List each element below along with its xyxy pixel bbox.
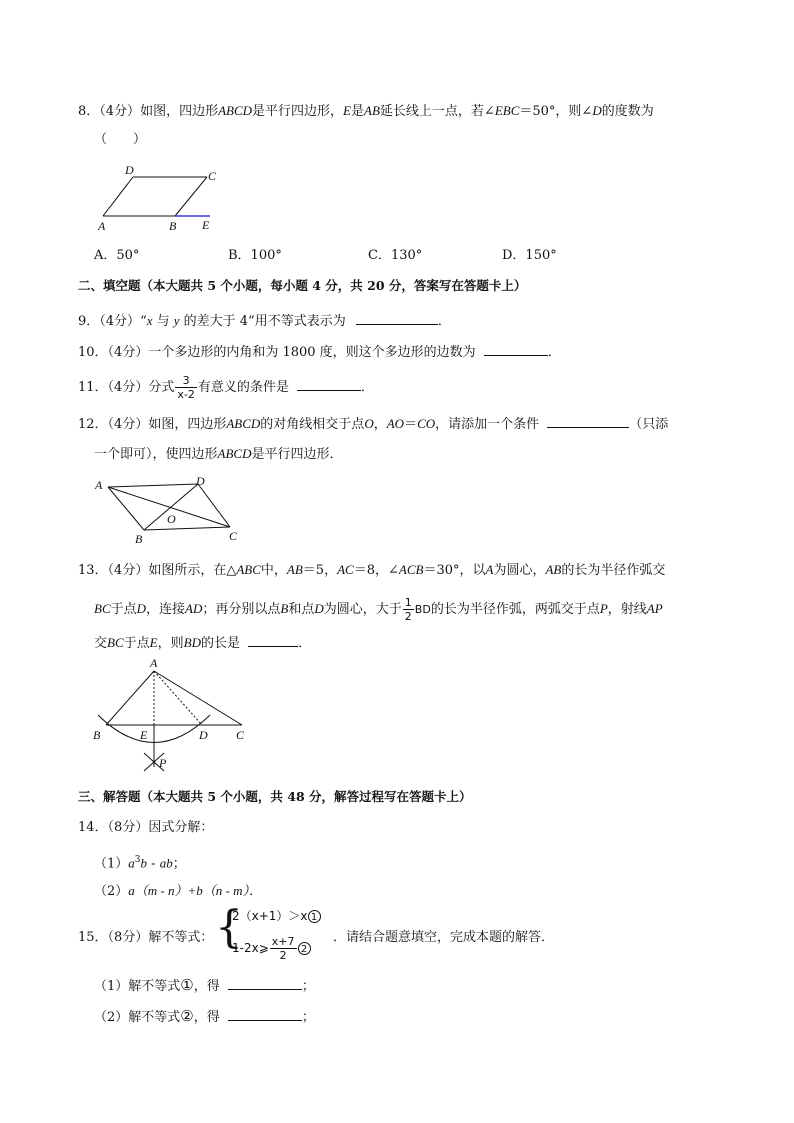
q9-answer-blank[interactable] <box>356 311 438 325</box>
q8-option-c: C．130° <box>368 248 423 263</box>
q15-inequality-1 <box>232 907 321 925</box>
q12-text: ， <box>373 417 387 432</box>
q8-edge-ad <box>103 177 133 216</box>
q13-text: 中， <box>260 563 287 578</box>
q12-answer-blank[interactable] <box>547 414 629 428</box>
q9-text: “ <box>140 314 147 329</box>
q15-score: （8分） <box>107 930 149 945</box>
q8-label-a: A <box>98 219 106 233</box>
q12-text: 一个即可），使四边形 <box>94 447 218 462</box>
q9-number: 9． <box>78 314 100 329</box>
q10-number: 10． <box>78 345 108 360</box>
q13-text: ；再分别以点 <box>202 602 281 617</box>
q15-step1-mark: ① <box>180 976 194 994</box>
q11-fraction <box>175 374 196 401</box>
q8-text: 延长线上一点，若∠ <box>379 104 495 119</box>
section3-heading: 三、解答题（本大题共 5 个小题，共 48 分，解答过程写在答题卡上） <box>78 789 472 804</box>
q15-step2 <box>94 1007 315 1027</box>
q12-label-d: D <box>196 474 205 488</box>
q13-label-c: C <box>236 728 245 742</box>
q10-end: ． <box>547 345 561 360</box>
q11-answer-blank[interactable] <box>297 377 361 391</box>
q13-text: 的长为半径作弧交 <box>561 563 666 578</box>
q14-expression: a（m - n）+b（n - m）． <box>128 883 262 898</box>
q15-ineq2-fraction <box>270 935 297 962</box>
q12-label-a: A <box>95 478 103 492</box>
q13-line3 <box>94 633 311 653</box>
q14-part2 <box>94 882 262 901</box>
q12-line2 <box>94 445 342 464</box>
q8-text: 是 <box>351 104 365 119</box>
q11-score: （4分） <box>107 380 149 395</box>
q15-system-brace: { <box>215 902 243 953</box>
q15-step1-label: （1）解不等式 <box>94 979 181 994</box>
q15-step1-end: ； <box>301 979 315 994</box>
q13-var: BD <box>183 635 201 650</box>
q9-end: ． <box>437 314 451 329</box>
q12-edge-cb <box>144 527 230 530</box>
q14-var: ab <box>159 855 173 871</box>
q11-text: 分式 <box>148 380 175 395</box>
q13-text: ，射线 <box>607 602 647 617</box>
q15-step2-blank[interactable] <box>228 1007 302 1021</box>
q15-step1-text: ，得 <box>193 979 220 994</box>
q12-edge-ad <box>108 484 198 487</box>
q14-part1 <box>94 851 186 873</box>
q12-var: AO <box>386 416 405 431</box>
q13-var: AB <box>545 562 562 577</box>
q14-var: b <box>140 855 148 871</box>
q13-var: BC <box>107 635 124 650</box>
q8-option-d: D．150° <box>502 248 557 263</box>
q8-var: EBC <box>494 103 520 118</box>
q15-instruction: ．请结合题意填空，完成本题的解答． <box>333 930 555 945</box>
q13-var: A <box>485 562 494 577</box>
q13-line2 <box>94 596 663 623</box>
q12-var: ABCD <box>226 416 261 431</box>
q9-var: y <box>173 313 180 328</box>
q13-text: ，则 <box>157 636 184 651</box>
q13-score: （4分） <box>107 563 149 578</box>
q13-label-a: A <box>150 656 158 670</box>
q8-label-d: D <box>125 163 134 177</box>
q13-text: ，连接 <box>146 602 186 617</box>
q13-text: 于点 <box>123 636 150 651</box>
q12-text: （只添 <box>629 417 669 432</box>
q12-text: 如图，四边形 <box>148 417 227 432</box>
q12-label-b: B <box>135 532 143 546</box>
q13-text: ＝8，∠ <box>353 563 399 578</box>
q15-line <box>78 929 213 947</box>
q15-ineq2-left: 1-2x⩾ <box>232 941 269 955</box>
q15-ineq2-den: 2 <box>279 949 287 962</box>
q8-option-b: B．100° <box>228 248 282 263</box>
q13-frac-den: 2 <box>404 610 412 623</box>
q13-answer-blank[interactable] <box>248 633 298 647</box>
q8-text: 是平行四边形， <box>252 104 344 119</box>
q15-ineq1-text: 2（x+1）＞x <box>232 909 308 923</box>
q11-frac-den: x-2 <box>177 388 195 401</box>
q12-quadrilateral-figure <box>90 472 250 547</box>
q8-line1 <box>78 102 654 121</box>
q11-frac-num: 3 <box>175 374 196 388</box>
q13-segment-ad <box>154 671 202 725</box>
q13-line1 <box>78 561 665 580</box>
q13-var: D <box>314 601 324 616</box>
q13-text: 和点 <box>288 602 315 617</box>
q15-step1-blank[interactable] <box>228 976 302 990</box>
q15-step2-end: ； <box>301 1010 315 1025</box>
q8-label-c: C <box>208 169 217 183</box>
q13-bd: BD <box>414 603 431 616</box>
q13-text: 的长是 <box>200 636 240 651</box>
q12-label-c: C <box>229 529 238 543</box>
q8-score: （4分） <box>99 104 141 119</box>
q13-var: BC <box>94 601 111 616</box>
q13-text: 交 <box>94 636 108 651</box>
q13-text: ＝5， <box>302 563 338 578</box>
q13-var: B <box>280 601 289 616</box>
section2-heading: 二、填空题（本大题共 5 个小题，每小题 4 分，共 20 分，答案写在答题卡上） <box>78 278 527 293</box>
q13-var: E <box>149 635 158 650</box>
q12-number: 12． <box>78 417 108 432</box>
q13-var: ABC <box>236 562 261 577</box>
q9-text: 与 <box>152 314 174 329</box>
q8-label-b: B <box>169 219 177 233</box>
q8-text: ＝50°，则∠ <box>519 104 593 119</box>
q9-var: x <box>146 313 153 328</box>
q15-step2-label: （2）解不等式 <box>94 1010 181 1025</box>
q13-label-e: E <box>140 728 148 742</box>
q8-label-e: E <box>202 218 210 232</box>
q8-edge-cb <box>175 177 207 216</box>
q12-edge-dc <box>198 484 230 527</box>
q13-edge-ab <box>106 671 154 725</box>
q14-var: a <box>128 855 135 871</box>
q14-text: ； <box>172 856 186 872</box>
q12-text: 的对角线相交于点 <box>260 417 365 432</box>
q8-var: AB <box>364 103 380 118</box>
q15-inequality-2 <box>232 933 311 963</box>
q14-number: 14． <box>78 820 108 835</box>
q13-text: 于点 <box>110 602 137 617</box>
q14-text: - <box>147 856 160 872</box>
q8-var: D <box>592 103 602 118</box>
q13-var: AP <box>646 601 663 616</box>
q13-end: ． <box>298 636 312 651</box>
q14-text: 因式分解： <box>148 820 214 835</box>
q12-text: ，请添加一个条件 <box>435 417 540 432</box>
q10-score: （4分） <box>107 345 149 360</box>
q13-var: AB <box>286 562 303 577</box>
q12-label-o: O <box>167 512 176 526</box>
q8-text: 的度数为 <box>601 104 654 119</box>
q12-score: （4分） <box>107 417 149 432</box>
q15-ineq1-mark: 1 <box>308 910 321 923</box>
q11-number: 11． <box>78 380 108 395</box>
q12-edge-ba <box>108 487 144 530</box>
q13-label-p: P <box>159 756 167 770</box>
q12-var: O <box>364 416 374 431</box>
q13-edge-ac <box>154 671 242 725</box>
q12-var: ABCD <box>217 446 252 461</box>
q8-option-a: A．50° <box>94 248 140 263</box>
q14-exponent: 3 <box>134 855 141 865</box>
q13-text: 如图所示，在△ <box>148 563 237 578</box>
q13-var: AC <box>337 562 354 577</box>
q8-paren: （ ） <box>94 132 147 147</box>
q8-parallelogram-figure <box>95 160 225 235</box>
q11-text: 有意义的条件是 <box>197 380 289 395</box>
q13-var: AD <box>185 601 203 616</box>
q8-var: ABCD <box>218 103 253 118</box>
q13-number: 13． <box>78 563 108 578</box>
q8-var: E <box>343 103 351 118</box>
q14-line <box>78 819 213 837</box>
q13-text: ＝30°，以 <box>423 563 486 578</box>
q12-text: ＝ <box>404 417 418 432</box>
q13-text: 为圆心， <box>493 563 546 578</box>
q12-var: CO <box>417 416 436 431</box>
q10-answer-blank[interactable] <box>484 342 548 356</box>
q12-line1 <box>78 414 668 434</box>
q13-var: D <box>136 601 147 616</box>
q14-part2-label: （2） <box>94 884 129 899</box>
q13-triangle-figure <box>88 655 258 775</box>
q15-ineq2-num: x+7 <box>271 935 295 948</box>
q12-text: 是平行四边形． <box>251 447 343 462</box>
q15-ineq2-mark: 2 <box>298 942 311 955</box>
q15-number: 15． <box>78 930 108 945</box>
q15-step2-mark: ② <box>180 1007 194 1025</box>
q13-text: 为圆心，大于 <box>323 602 402 617</box>
q14-score: （8分） <box>107 820 149 835</box>
q15-step1 <box>94 976 315 996</box>
q10-text: 一个多边形的内角和为 1800 度，则这个多边形的边数为 <box>148 345 476 360</box>
q13-var: P <box>599 601 608 616</box>
q11-end: ． <box>360 380 374 395</box>
q13-half-fraction <box>403 596 414 623</box>
q9-score: （4分） <box>99 314 141 329</box>
q9-line <box>78 311 451 331</box>
q11-line <box>78 374 374 401</box>
q14-part1-label: （1） <box>94 856 129 872</box>
q15-text: 解不等式： <box>148 930 214 945</box>
q8-number: 8． <box>78 104 100 119</box>
q13-label-d: D <box>199 728 208 742</box>
q13-text: 的长为半径作弧，两弧交于点 <box>430 602 600 617</box>
q15-step2-text: ，得 <box>193 1010 220 1025</box>
q13-frac-num: 1 <box>404 596 412 609</box>
q8-text: 如图，四边形 <box>140 104 219 119</box>
q13-label-b: B <box>93 728 101 742</box>
q13-var: ACB <box>398 562 424 577</box>
q9-text: 的差大于 4”用不等式表示为 <box>179 314 346 329</box>
q10-line <box>78 342 561 362</box>
